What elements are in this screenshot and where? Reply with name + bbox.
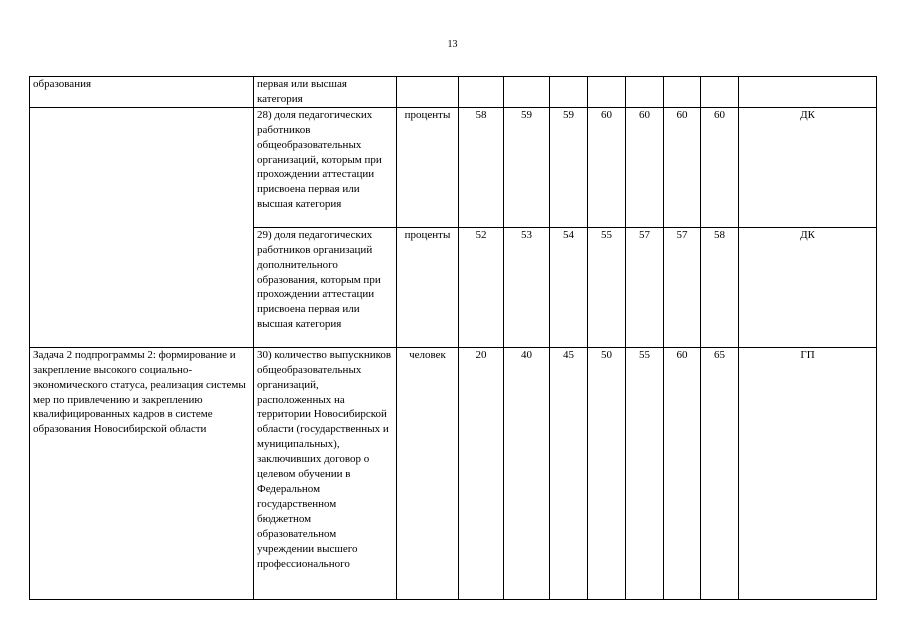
value-cell: 54: [550, 227, 588, 347]
value-cell: 55: [626, 347, 664, 599]
value-cell: 20: [459, 347, 504, 599]
table-row: [30, 77, 877, 108]
source-cell: ГП: [739, 347, 877, 599]
value-cell: 53: [504, 227, 550, 347]
value-cell: 59: [550, 107, 588, 227]
value-cell: 58: [701, 227, 739, 347]
value-cell: 60: [588, 107, 626, 227]
source-cell: ДК: [739, 227, 877, 347]
unit-cell: человек: [397, 347, 459, 599]
indicator-cell: 30) количество выпускников общеобразовательных организаций, расположенных на территории Новосибирской области (государственных и муниципальных), заключивших договор о целевом обучении в Федеральном государственном бюджетном образовательном учреждении высшего профессионального: [254, 347, 397, 599]
indicator-cell: 28) доля педагогических работников общеобразовательных организаций, которым при прохождении аттестации присвоена первая или высшая категория: [254, 107, 397, 227]
value-cell: 50: [588, 347, 626, 599]
value-cell: [701, 77, 739, 108]
value-cell: [588, 77, 626, 108]
value-cell: 60: [664, 347, 701, 599]
value-cell: 65: [701, 347, 739, 599]
value-cell: 57: [626, 227, 664, 347]
indicator-cell: 29) доля педагогических работников организаций дополнительного образования, которым при прохождении аттестации присвоена первая или высшая категория: [254, 227, 397, 347]
indicators-table: [29, 76, 877, 600]
source-cell: ДК: [739, 107, 877, 227]
value-cell: 45: [550, 347, 588, 599]
unit-cell: [397, 77, 459, 108]
value-cell: 60: [664, 107, 701, 227]
unit-cell: проценты: [397, 107, 459, 227]
task-cell: Задача 2 подпрограммы 2: формирование и закрепление высокого социально-экономического статуса, реализация системы мер по привлечению и закреплению квалифицированных кадров в системе образования Новосибирской области: [30, 347, 254, 599]
value-cell: [550, 77, 588, 108]
value-cell: [626, 77, 664, 108]
table-row: [30, 107, 877, 227]
value-cell: 57: [664, 227, 701, 347]
task-cell: образования: [30, 77, 254, 108]
value-cell: 52: [459, 227, 504, 347]
value-cell: [459, 77, 504, 108]
source-cell: [739, 77, 877, 108]
value-cell: 59: [504, 107, 550, 227]
value-cell: [664, 77, 701, 108]
value-cell: 60: [626, 107, 664, 227]
value-cell: 58: [459, 107, 504, 227]
value-cell: 40: [504, 347, 550, 599]
value-cell: 60: [701, 107, 739, 227]
value-cell: 55: [588, 227, 626, 347]
task-cell: [30, 107, 254, 347]
table-row: [30, 347, 877, 599]
page-number: 13: [447, 39, 458, 50]
value-cell: [504, 77, 550, 108]
indicator-cell: первая или высшая категория: [254, 77, 397, 108]
unit-cell: проценты: [397, 227, 459, 347]
